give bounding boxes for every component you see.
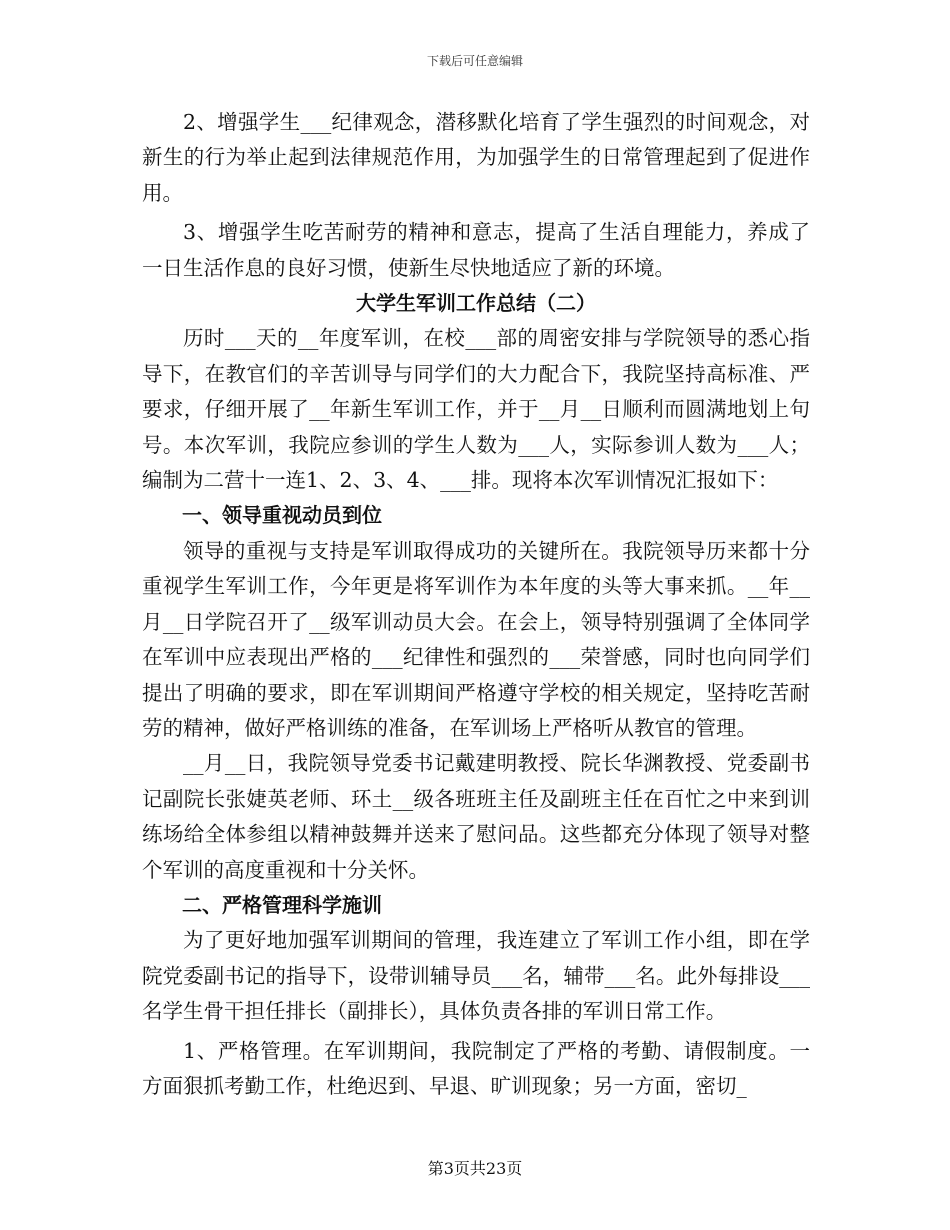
section-title: 大学生军训工作总结（二） [356, 291, 596, 316]
heading-leadership: 一、领导重视动员到位 [182, 503, 382, 528]
paragraph-discipline: 2、增强学生___纪律观念，潜移默化培育了学生强烈的时间观念，对新生的行为举止起到法律规范作用，为加强学生的日常管理起到了促进作用。 [142, 110, 810, 205]
paragraph-intro: 历时___天的__年度军训，在校___部的周密安排与学院领导的悉心指导下，在教官们的辛苦训导与同学们的大力配合下，我院坚持高标准、严要求，仔细开展了__年新生军训工作，并于__月__日顺利而圆满地划上句号。本次军训，我院应参训的学生人数为___人，实际参训人数为___人；编制为二营十一连1、2、3、4、___排。现将本次军训情况汇报如下： [142, 326, 810, 493]
paragraph-endurance: 3、增强学生吃苦耐劳的精神和意志，提高了生活自理能力，养成了一日生活作息的良好习惯，使新生尽快地适应了新的环境。 [142, 220, 810, 280]
document-body [142, 105, 810, 1104]
page-header-note: 下载后可任意编辑 [426, 54, 523, 68]
heading-management: 二、严格管理科学施训 [182, 892, 382, 917]
page-number: 第3页共23页 [427, 1159, 523, 1178]
paragraph-organization: 为了更好地加强军训期间的管理，我连建立了军训工作小组，即在学院党委副书记的指导下，设带训辅导员___名，辅带___名。此外每排设___名学生骨干担任排长（副排长），具体负责各排的军训日常工作。 [142, 928, 810, 1024]
paragraph-leadership: 领导的重视与支持是军训取得成功的关键所在。我院领导历来都十分重视学生军训工作，今年更是将军训作为本年度的头等大事来抓。__年__月__日学院召开了__级军训动员大会。在会上，领导特别强调了全体同学在军训中应表现出严格的___纪律性和强烈的___荣誉感，同时也向同学们提出了明确的要求，即在军训期间严格遵守学校的相关规定，坚持吃苦耐劳的精神，做好严格训练的准备，在军训场上严格听从教官的管理。 [142, 538, 810, 740]
paragraph-visit: __月__日，我院领导党委书记戴建明教授、院长华渊教授、党委副书记副院长张婕英老师、环土__级各班班主任及副班主任在百忙之中来到训练场给全体参组以精神鼓舞并送来了慰问品。这些都充分体现了领导对整个军训的高度重视和十分关怀。 [142, 751, 810, 882]
paragraph-strict-management: 1、严格管理。在军训期间，我院制定了严格的考勤、请假制度。一方面狠抓考勤工作，杜绝迟到、早退、旷训现象；另一方面，密切_ [142, 1038, 810, 1098]
